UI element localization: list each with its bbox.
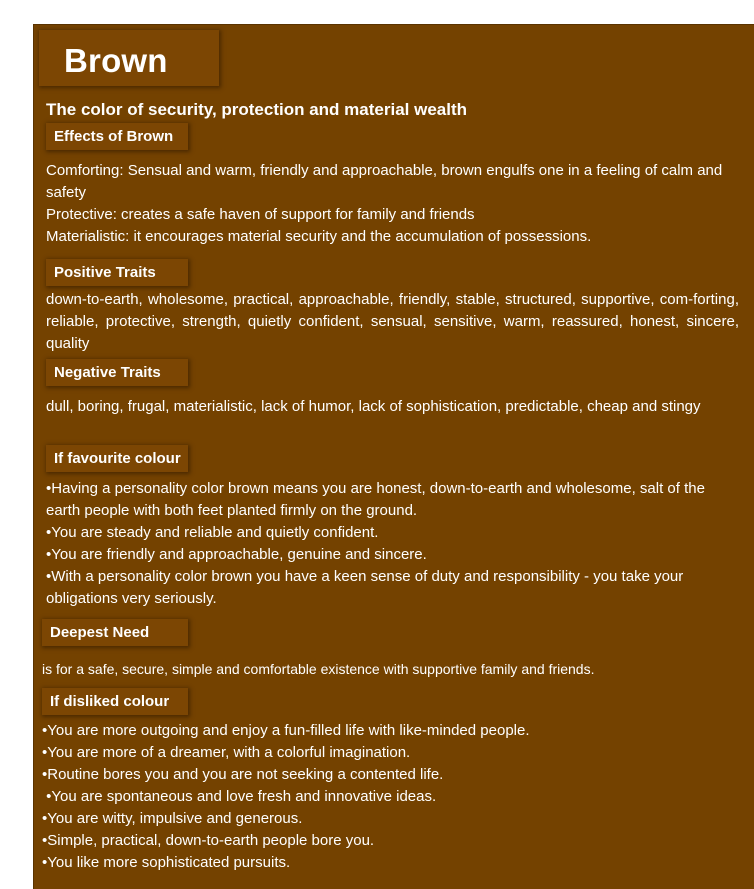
list-item: •Having a personality color brown means you are honest, down-to-earth and wholesome, salt of the earth people with both feet planted firmly on the ground. [46, 480, 705, 519]
favourite-heading: If favourite colour [54, 450, 181, 467]
deepest-need-text: is for a safe, secure, simple and comfortable existence with supportive family and friends. [42, 661, 595, 677]
negative-heading: Negative Traits [54, 364, 161, 381]
negative-traits-text: dull, boring, frugal, materialistic, lack of humor, lack of sophistication, predictable, cheap and stingy [46, 398, 701, 415]
effects-line: Comforting: Sensual and warm, friendly and approachable, brown engulfs one in a feeling of calm and safety [46, 162, 723, 201]
disliked-heading: If disliked colour [50, 693, 170, 710]
list-item: •Routine bores you and you are not seeking a contented life. [42, 766, 444, 783]
favourite-heading-box [46, 445, 188, 472]
effects-heading: Effects of Brown [54, 128, 174, 145]
disliked-heading-box [42, 688, 188, 715]
list-item: •You are witty, impulsive and generous. [42, 810, 303, 827]
need-heading: Deepest Need [50, 624, 150, 641]
need-heading-box [42, 619, 188, 646]
positive-heading-box [46, 259, 188, 286]
list-item: •You are more outgoing and enjoy a fun-filled life with like-minded people. [42, 722, 530, 739]
effects-section [46, 160, 742, 248]
positive-heading: Positive Traits [54, 264, 156, 281]
negative-heading-box [46, 359, 188, 386]
list-item: •You like more sophisticated pursuits. [42, 854, 291, 871]
list-item: •You are more of a dreamer, with a colorful imagination. [42, 744, 411, 761]
page-subtitle: The color of security, protection and material wealth [46, 100, 467, 119]
brown-color-panel [33, 24, 754, 889]
list-item: •With a personality color brown you have a keen sense of duty and responsibility - you take your obligations very seriously. [46, 568, 684, 607]
disliked-list [42, 720, 742, 874]
list-item: •You are friendly and approachable, genuine and sincere. [46, 546, 427, 563]
effects-heading-box [46, 123, 188, 150]
list-item: •Simple, practical, down-to-earth people bore you. [42, 832, 375, 849]
list-item: •You are steady and reliable and quietly confident. [46, 524, 379, 541]
page-title: Brown [64, 42, 168, 79]
effects-line: Protective: creates a safe haven of support for family and friends [46, 206, 475, 223]
list-item: •You are spontaneous and love fresh and innovative ideas. [42, 788, 437, 805]
favourite-list [46, 478, 742, 610]
positive-traits-text: down-to-earth, wholesome, practical, approachable, friendly, stable, structured, supportive, com-forting, reliable, protective, strength, quietly confident, sensual, sensitive, warm, reassured, honest, sincere, quality [46, 291, 739, 352]
effects-line: Materialistic: it encourages material security and the accumulation of possessions. [46, 228, 592, 245]
